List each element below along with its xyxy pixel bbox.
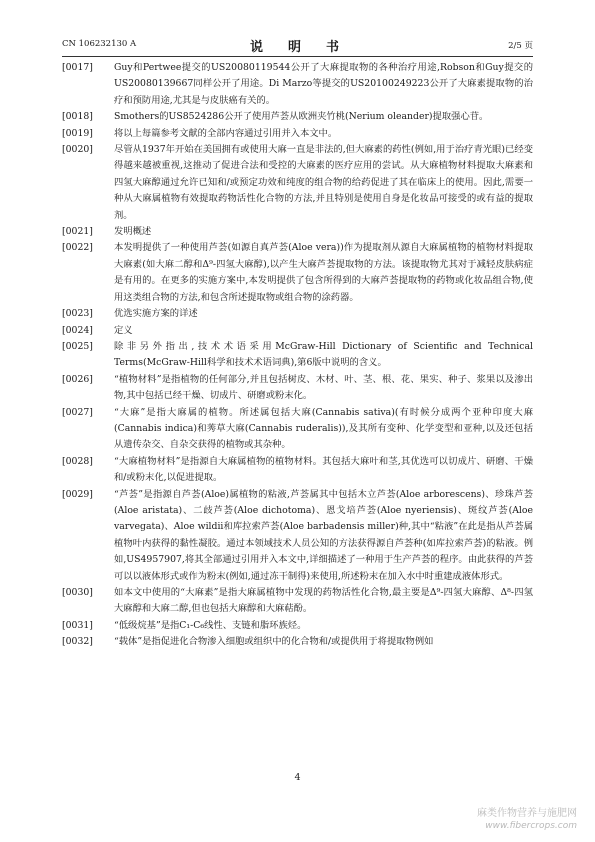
paragraph-0019 [62,126,533,142]
watermark-site-name: 麻类作物营养与施肥网 [477,808,577,819]
paragraph-0031 [62,618,533,634]
paragraph-0021 [62,224,533,240]
paragraph-0026 [62,372,533,405]
paragraph-number: [0027] [62,406,93,418]
paragraph-number: [0018] [62,111,93,123]
document-body [62,60,533,651]
document-title: 说 明 书 [249,40,345,55]
paragraph-0023 [62,306,533,322]
paragraph-number: [0024] [62,324,93,336]
paragraph-number: [0031] [62,619,93,631]
page-of-indicator: 2/5 页 [508,41,533,51]
paragraph-number: [0022] [62,242,93,254]
section-heading: 发明概述 [114,226,152,238]
paragraph-number: [0023] [62,308,93,320]
paragraph-text: “大麻植物材料”是指源自大麻属植物的植物材料。其包括大麻叶和茎,其优选可以切成片、研磨、干燥和/或粉末化,以促进提取。 [114,455,533,484]
paragraph-0017 [62,60,533,109]
paragraph-0030 [62,585,533,618]
paragraph-text: 尽管从1937年开始在美国拥有或使用大麻一直是非法的,但大麻素的药性(例如,用于治疗青光眼)已经变得越来越被重视,这推动了促进合法和受控的大麻素的医疗应用的尝试。从大麻植物材料提取大麻素和四氢大麻醇通过允许已知和/或预定功效和纯度的组合物的给药促进了其在临床上的使用。因此,需要一种从大麻属植物有效提取药物活性化合物的方法,并且特别是使用自身是化妆品可接受的或有益的提取剂。 [114,144,533,221]
paragraph-text: “大麻”是指大麻属的植物。所述属包括大麻(Cannabis sativa)(有时候分成两个亚种印度大麻(Cannabis indica)和莠草大麻(Cannabis ruderalis)),及其所有变种、化学变型和亚种,以及还包括从遗传杂交、自杂交获得的植物或其杂种。 [114,406,533,451]
patent-number: CN 106232130 A [62,39,137,49]
paragraph-0032 [62,634,533,650]
paragraph-number: [0030] [62,587,93,598]
paragraph-text: Guy和Pertwee提交的US20080119544公开了大麻提取物的各种治疗用途,Robson和Guy提交的US20080139667同样公开了用途。Di Marzo等提交的US20100249223公开了大麻素提取物的治疗和预防用途,尤其是与皮肤癌有关的。 [114,62,533,106]
paragraph-0020 [62,142,533,224]
section-heading: 定义 [114,324,133,336]
paragraph-text: 除非另外指出,技术术语采用McGraw-Hill Dictionary of Scientific and Technical Terms(McGraw-Hill科学和技术术语词典),第6版中说明的含义。 [114,340,533,369]
page-number: 4 [294,772,301,783]
section-heading: 优选实施方案的详述 [114,308,198,320]
paragraph-number: [0029] [62,488,93,500]
paragraph-number: [0021] [62,226,93,238]
paragraph-0024 [62,323,533,339]
paragraph-number: [0019] [62,127,93,139]
paragraph-text: “植物材料”是指植物的任何部分,并且包括树皮、木材、叶、茎、根、花、果实、种子、浆果以及渗出物,其中包括已经干燥、切成片、研磨或粉末化。 [114,373,533,402]
paragraph-number: [0020] [62,144,93,156]
paragraph-number: [0025] [62,340,93,352]
site-watermark [477,808,577,832]
paragraph-text: 将以上每篇参考文献的全部内容通过引用并入本文中。 [114,127,338,139]
paragraph-0025 [62,339,533,372]
paragraph-0018 [62,109,533,125]
paragraph-text: 本发明提供了一种使用芦荟(如源自真芦荟(Aloe vera))作为提取剂从源自大麻属植物的植物材料提取大麻素(如大麻二醇和Δ⁹-四氢大麻醇),以产生大麻芦荟提取物的方法。该提取物尤其对于减轻皮肤病症是有用的。在更多的实施方案中,本发明提供了包含所得到的大麻芦荟提取物的药物或化妆品组合物,使用这类组合物的方法,和包含所述提取物或组合物的涂药器。 [114,242,533,303]
paragraph-text: 如本文中使用的“大麻素”是指大麻属植物中发现的药物活性化合物,最主要是Δ⁹-四氢大麻醇、Δ⁸-四氢大麻醇和大麻二醇,但也包括大麻醇和大麻萜酚。 [114,587,533,615]
paragraph-0029 [62,487,533,585]
page-header [62,36,533,54]
paragraph-0027 [62,405,533,454]
paragraph-number: [0032] [62,636,93,648]
paragraph-number: [0028] [62,455,93,467]
paragraph-text: “载体”是指促进化合物渗入细胞或组织中的化合物和/或提供用于将提取物例如 [114,636,434,648]
watermark-url: www.fibercrops.com [485,821,577,831]
paragraph-number: [0026] [62,373,93,385]
paragraph-text: “低级烷基”是指C₁-C₆线性、支链和脂环族烃。 [114,619,307,631]
paragraph-0022 [62,240,533,306]
paragraph-number: [0017] [62,62,93,73]
paragraph-0028 [62,454,533,487]
paragraph-text: Smothers的US8524286公开了使用芦荟从欧洲夹竹桃(Nerium oleander)提取强心苷。 [114,111,489,123]
paragraph-text: “芦荟”是指源自芦荟(Aloe)属植物的粘液,芦荟属其中包括木立芦荟(Aloe arborescens)、珍珠芦荟(Aloe aristata)、二歧芦荟(Aloe dichotoma)、恩戈培芦荟(Aloe nyeriensis)、斑纹芦荟(Aloe varvegata)、Aloe wildii和库拉索芦荟(Aloe barbadensis miller)种,其中“粘液”在此是指从芦荟属植物叶内获得的黏性凝胶。通过本领域技术人员公知的方法获得源自芦荟种(如库拉索芦荟)的粘液。例如,US4957907,将其全部通过引用并入本文中,详细描述了一种用于生产芦荟的程序。由此获得的芦荟可以以液体形式或作为粉末(例如,通过冻干制得)来使用,所述粉末在加入水中时重建成液体形式。 [114,488,533,582]
header-rule [62,56,533,57]
